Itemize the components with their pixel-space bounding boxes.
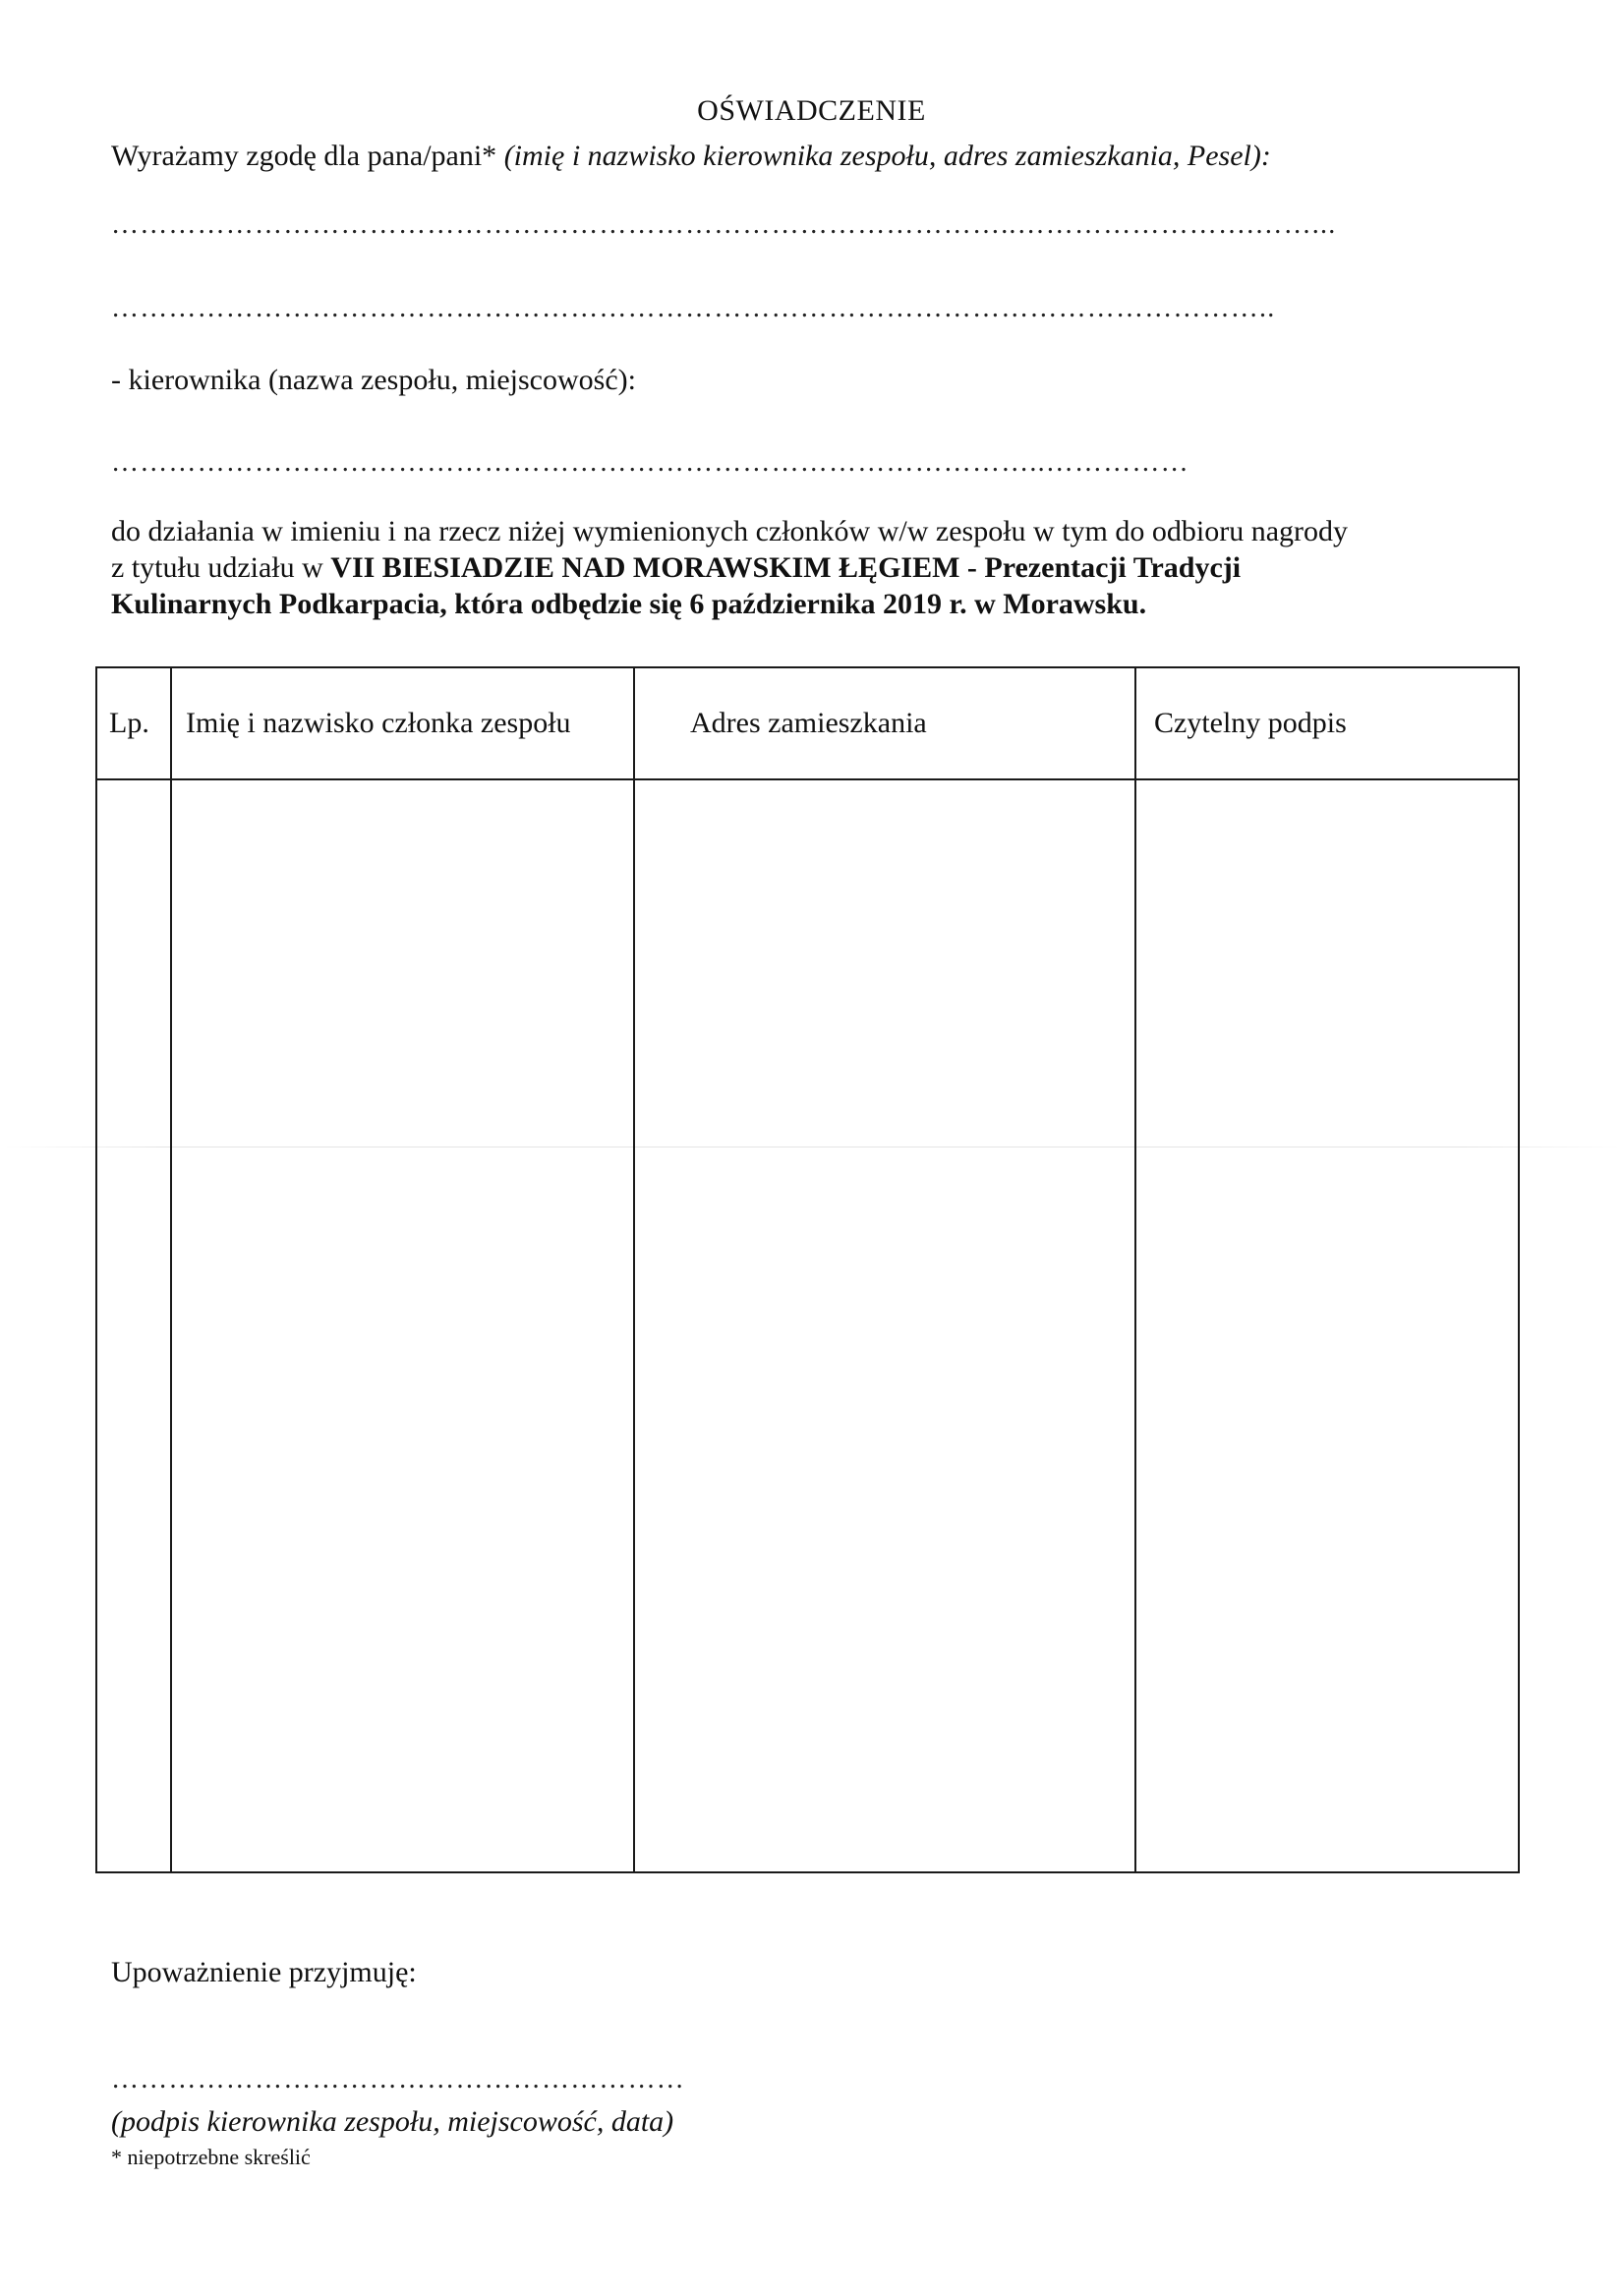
header-lp-label: Lp. xyxy=(109,707,149,739)
cell-member-name xyxy=(171,779,634,1872)
header-signature-label: Czytelny podpis xyxy=(1154,707,1347,739)
header-lp xyxy=(96,667,171,779)
header-member-name-label: Imię i nazwisko członka zespołu xyxy=(186,707,571,739)
members-table-wrapper xyxy=(95,666,1518,1873)
fill-in-line-team-name: ……………………………………………………………………………………..…………… xyxy=(111,447,1189,478)
paragraph-line-2 xyxy=(111,549,1487,586)
paragraph-line-3 xyxy=(111,586,1487,622)
event-name-part-2: Kulinarnych Podkarpacia, która odbędzie się 6 października 2019 r. w Morawsku. xyxy=(111,588,1147,620)
fill-in-line-leader-details-2: ………………………………………………………………………………………………………….. xyxy=(111,293,1276,323)
members-table-header-row xyxy=(96,667,1519,779)
header-address-label: Adres zamieszkania xyxy=(690,707,927,739)
document-title: OŚWIADCZENIE xyxy=(697,94,926,127)
cell-address xyxy=(634,779,1135,1872)
cell-lp xyxy=(96,779,171,1872)
authorization-paragraph xyxy=(111,513,1487,622)
acceptance-label: Upoważnienie przyjmuję: xyxy=(111,1956,417,1988)
header-member-name xyxy=(171,667,634,779)
signature-fill-in-line: …………………………………………………… xyxy=(111,2064,685,2095)
intro-text: Wyrażamy zgodę dla pana/pani* xyxy=(111,140,504,172)
paragraph-line-2-prefix: z tytułu udziału w xyxy=(111,551,331,584)
intro-italic-hint: (imię i nazwisko kierownika zespołu, adres zamieszkania, Pesel): xyxy=(503,140,1271,172)
footnote: * niepotrzebne skreślić xyxy=(111,2145,311,2169)
signature-caption: (podpis kierownika zespołu, miejscowość, data) xyxy=(111,2105,674,2138)
fill-in-line-leader-details-1: …………………………………………………………………………………..…………………….……... xyxy=(111,209,1337,240)
paragraph-line-1: do działania w imieniu i na rzecz niżej wymienionych członków w/w zespołu w tym do odbioru nagrody xyxy=(111,515,1348,547)
members-table-body-row xyxy=(96,779,1519,1872)
members-table xyxy=(95,666,1520,1873)
cell-signature xyxy=(1135,779,1519,1872)
event-name-part-1: VII BIESIADZIE NAD MORAWSKIM ŁĘGIEM - Prezentacji Tradycji xyxy=(330,551,1242,584)
intro-line xyxy=(111,140,1271,173)
header-signature xyxy=(1135,667,1519,779)
leader-label: - kierownika (nazwa zespołu, miejscowość): xyxy=(111,364,636,396)
header-address xyxy=(634,667,1135,779)
